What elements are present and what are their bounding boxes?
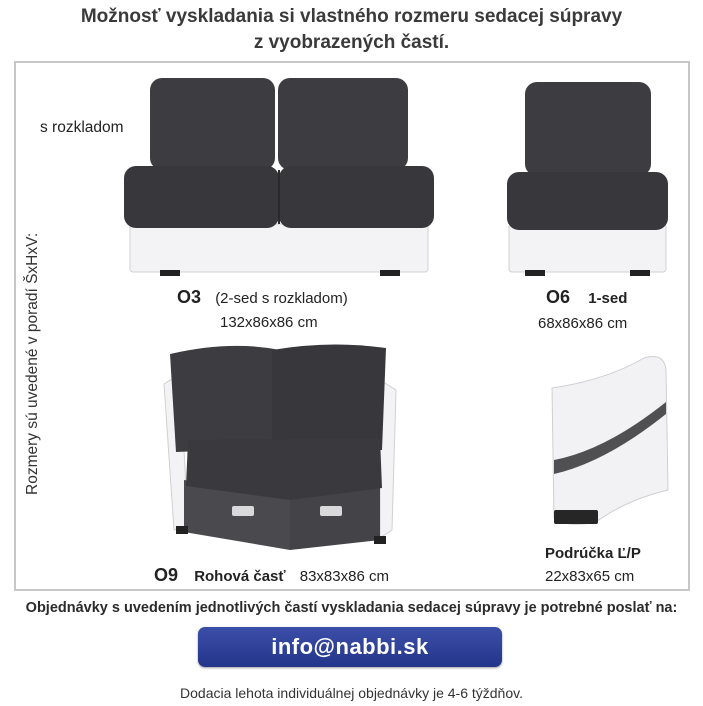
o3-name: (2-sed s rozkladom)	[215, 290, 348, 307]
o3-sofa-image	[120, 74, 438, 278]
armrest-image	[546, 350, 672, 530]
o6-code: O6	[546, 287, 571, 307]
page-subtitle: z vyobrazených častí.	[253, 32, 450, 53]
o9-caption	[154, 565, 389, 586]
o9-name: Rohová časť	[194, 568, 286, 585]
o3-caption	[177, 287, 348, 308]
order-instructions: Objednávky s uvedením jednotlivých častí vyskladania sedacej súpravy je potrebné poslať na:	[25, 600, 678, 616]
o6-name: 1-sed	[588, 290, 628, 307]
o6-chair-image	[505, 78, 670, 280]
o6-caption	[546, 287, 627, 308]
o9-code: O9	[154, 565, 179, 585]
armrest-dims: 22x83x65 cm	[545, 568, 635, 585]
delivery-note: Dodacia lehota individuálnej objednávky je 4-6 týždňov.	[180, 685, 523, 701]
o3-dims: 132x86x86 cm	[220, 314, 318, 331]
armrest-name: Podrúčka Ľ/P	[545, 545, 641, 562]
email-button[interactable]: info@nabbi.sk	[198, 627, 502, 667]
o3-tag: s rozkladom	[40, 119, 124, 136]
page-title: Možnosť vyskladania si vlastného rozmeru sedacej súpravy	[80, 6, 623, 27]
o6-dims: 68x86x86 cm	[538, 315, 628, 332]
o9-corner-image	[160, 340, 405, 555]
dimensions-note: Rozmery sú uvedené v poradí ŠxHxV:	[24, 232, 41, 495]
o9-dims: 83x83x86 cm	[299, 568, 389, 585]
o3-code: O3	[177, 287, 202, 307]
